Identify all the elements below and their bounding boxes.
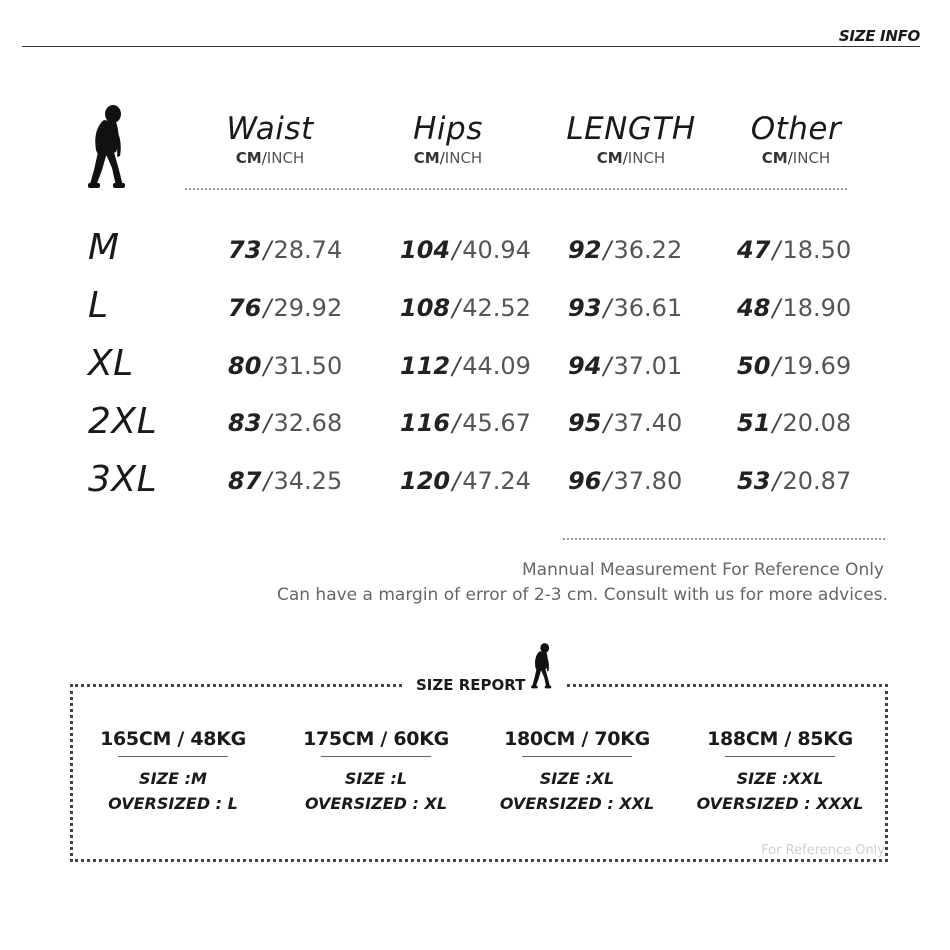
table-cell: 96/37.80: [568, 467, 683, 495]
table-cell: 104/40.94: [400, 236, 531, 264]
table-cell: 108/42.52: [400, 294, 531, 322]
table-cell: 94/37.01: [568, 352, 683, 380]
oversized-size: OVERSIZED : L: [108, 794, 238, 813]
notes-dotted-divider: [563, 538, 885, 540]
table-cell: 120/47.24: [400, 467, 531, 495]
size-report-item: [73, 728, 273, 813]
column-title: Other: [750, 111, 842, 147]
column-title: Hips: [413, 111, 483, 147]
margin-note: Can have a margin of error of 2-3 cm. Consult with us for more advices.: [276, 585, 888, 605]
oversized-size: OVERSIZED : XL: [304, 794, 448, 813]
size-label: XL: [88, 343, 134, 384]
table-cell: 50/19.69: [737, 352, 852, 380]
size-label: 2XL: [88, 401, 158, 442]
recommended-size: SIZE :XL: [539, 769, 615, 788]
column-header-length: [541, 111, 721, 167]
recommended-size: SIZE :M: [139, 769, 207, 788]
height-weight: 180CM / 70KG: [504, 728, 650, 750]
top-divider: [22, 46, 920, 47]
reference-only-note: For Reference Only: [761, 843, 885, 858]
height-weight: 165CM / 48KG: [100, 728, 246, 750]
table-cell: 95/37.40: [568, 409, 683, 437]
measurement-note: Mannual Measurement For Reference Only: [522, 560, 884, 580]
item-underline: [321, 756, 431, 757]
table-cell: 80/31.50: [228, 352, 343, 380]
height-weight: 175CM / 60KG: [303, 728, 449, 750]
item-underline: [725, 756, 835, 757]
size-label: L: [88, 285, 109, 326]
table-cell: 116/45.67: [400, 409, 531, 437]
recommended-size: SIZE :L: [344, 769, 408, 788]
size-report-item: [477, 728, 677, 813]
column-unit: CM/INCH: [761, 149, 831, 167]
table-cell: 48/18.90: [737, 294, 852, 322]
table-cell: 76/29.92: [228, 294, 343, 322]
size-info-title: SIZE INFO: [838, 27, 920, 45]
ape-figure-icon: [530, 642, 554, 690]
table-cell: 51/20.08: [737, 409, 852, 437]
recommended-size: SIZE :XXL: [736, 769, 824, 788]
header-dotted-divider: [185, 188, 847, 190]
column-header-waist: [190, 111, 350, 167]
item-underline: [522, 756, 632, 757]
table-cell: 87/34.25: [228, 467, 343, 495]
column-unit: CM/INCH: [235, 149, 305, 167]
height-weight: 188CM / 85KG: [707, 728, 853, 750]
table-cell: 53/20.87: [737, 467, 852, 495]
item-underline: [118, 756, 228, 757]
oversized-size: OVERSIZED : XXL: [499, 794, 655, 813]
size-label: 3XL: [88, 459, 158, 500]
table-cell: 112/44.09: [400, 352, 531, 380]
column-unit: CM/INCH: [596, 149, 666, 167]
table-cell: 92/36.22: [568, 236, 683, 264]
size-report-item: [680, 728, 880, 813]
column-title: LENGTH: [566, 111, 696, 147]
column-title: Waist: [226, 111, 314, 147]
column-header-other: [716, 111, 876, 167]
size-report-item: [276, 728, 476, 813]
table-cell: 83/32.68: [228, 409, 343, 437]
column-header-hips: [368, 111, 528, 167]
size-label: M: [88, 227, 120, 268]
table-cell: 73/28.74: [228, 236, 343, 264]
column-unit: CM/INCH: [413, 149, 483, 167]
oversized-size: OVERSIZED : XXXL: [696, 794, 864, 813]
size-report-label: SIZE REPORT: [416, 676, 526, 694]
ape-figure-icon: [86, 104, 130, 190]
table-cell: 47/18.50: [737, 236, 852, 264]
table-cell: 93/36.61: [568, 294, 683, 322]
